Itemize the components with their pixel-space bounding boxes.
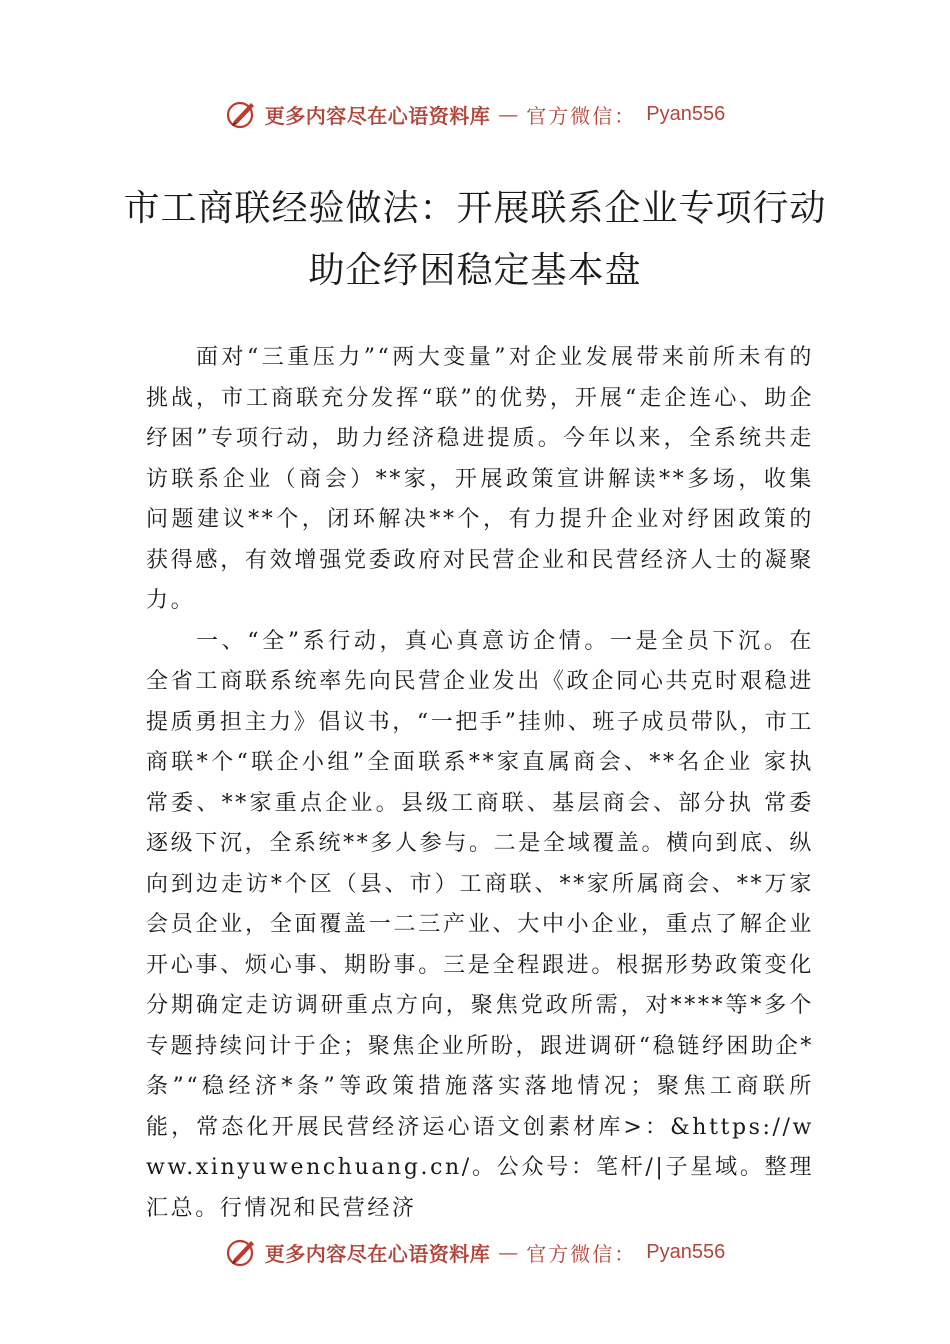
header-banner — [0, 94, 950, 134]
pen-logo-icon — [225, 1235, 259, 1269]
banner-main-text: 更多内容尽在心语资料库 — [264, 103, 491, 128]
paragraph-section-one: 一、“全”系行动，真心真意访企情。一是全员下沉。在全省工商联系统率先向民营企业发出《政企同心共克时艰稳进提质勇担主力》倡议书，“一把手”挂帅、班子成员带队，市工商联*个“联企小组”全面联系**家直属商会、**名企业 家执常委、**家重点企业。县级工商联、基层商会、部分执 常委逐级下沉，全系统**多人参与。二是全域覆盖。横向到底、纵向到边走访*个区（县、市）工商联、**家所属商会、**万家会员企业，全面覆盖一二三产业、大中小企业，重点了解企业开心事、烦心事、期盼事。三是全程跟进。根据形势政策变化分期确定走访调研重点方向，聚焦党政所需，对****等*多个专题持续问计于企；聚焦企业所盼，跟进调研“稳链纾困助企*条”“稳经济*条”等政策措施落实落地情况；聚焦工商联所能，常态化开展民营经济运心语文创素材库>：&https://www.xinyuwenchuang.cn/。公众号：笔杆/|子星域。整理汇总。行情况和民营经济 — [146, 628, 814, 1221]
footer-banner — [0, 1232, 950, 1272]
document-title: 市工商联经验做法：开展联系企业专项行动助企纾困稳定基本盘 — [123, 188, 827, 291]
pen-logo-icon — [225, 97, 259, 131]
banner-separator: — — [498, 102, 519, 126]
banner-wechat-id: Pyan556 — [646, 1240, 726, 1263]
paragraph-intro: 面对“三重压力”“两大变量”对企业发展带来前所未有的挑战，市工商联充分发挥“联”的优势，开展“走企连心、助企纾困”专项行动，助力经济稳进提质。今年以来，全系统共走访联系企业（商会）**家，开展政策宣讲解读**多场，收集问题建议**个，闭环解决**个，有力提升企业对纾困政策的获得感，有效增强党委政府对民营企业和民营经济人士的凝聚力。 — [146, 345, 814, 613]
banner-main-text: 更多内容尽在心语资料库 — [264, 1241, 491, 1266]
document-body — [146, 338, 814, 1229]
banner-wechat-label: 官方微信： — [526, 1241, 637, 1266]
banner-wechat-label: 官方微信： — [526, 103, 637, 128]
banner-separator: — — [498, 1240, 519, 1264]
banner-wechat-id: Pyan556 — [646, 102, 726, 125]
